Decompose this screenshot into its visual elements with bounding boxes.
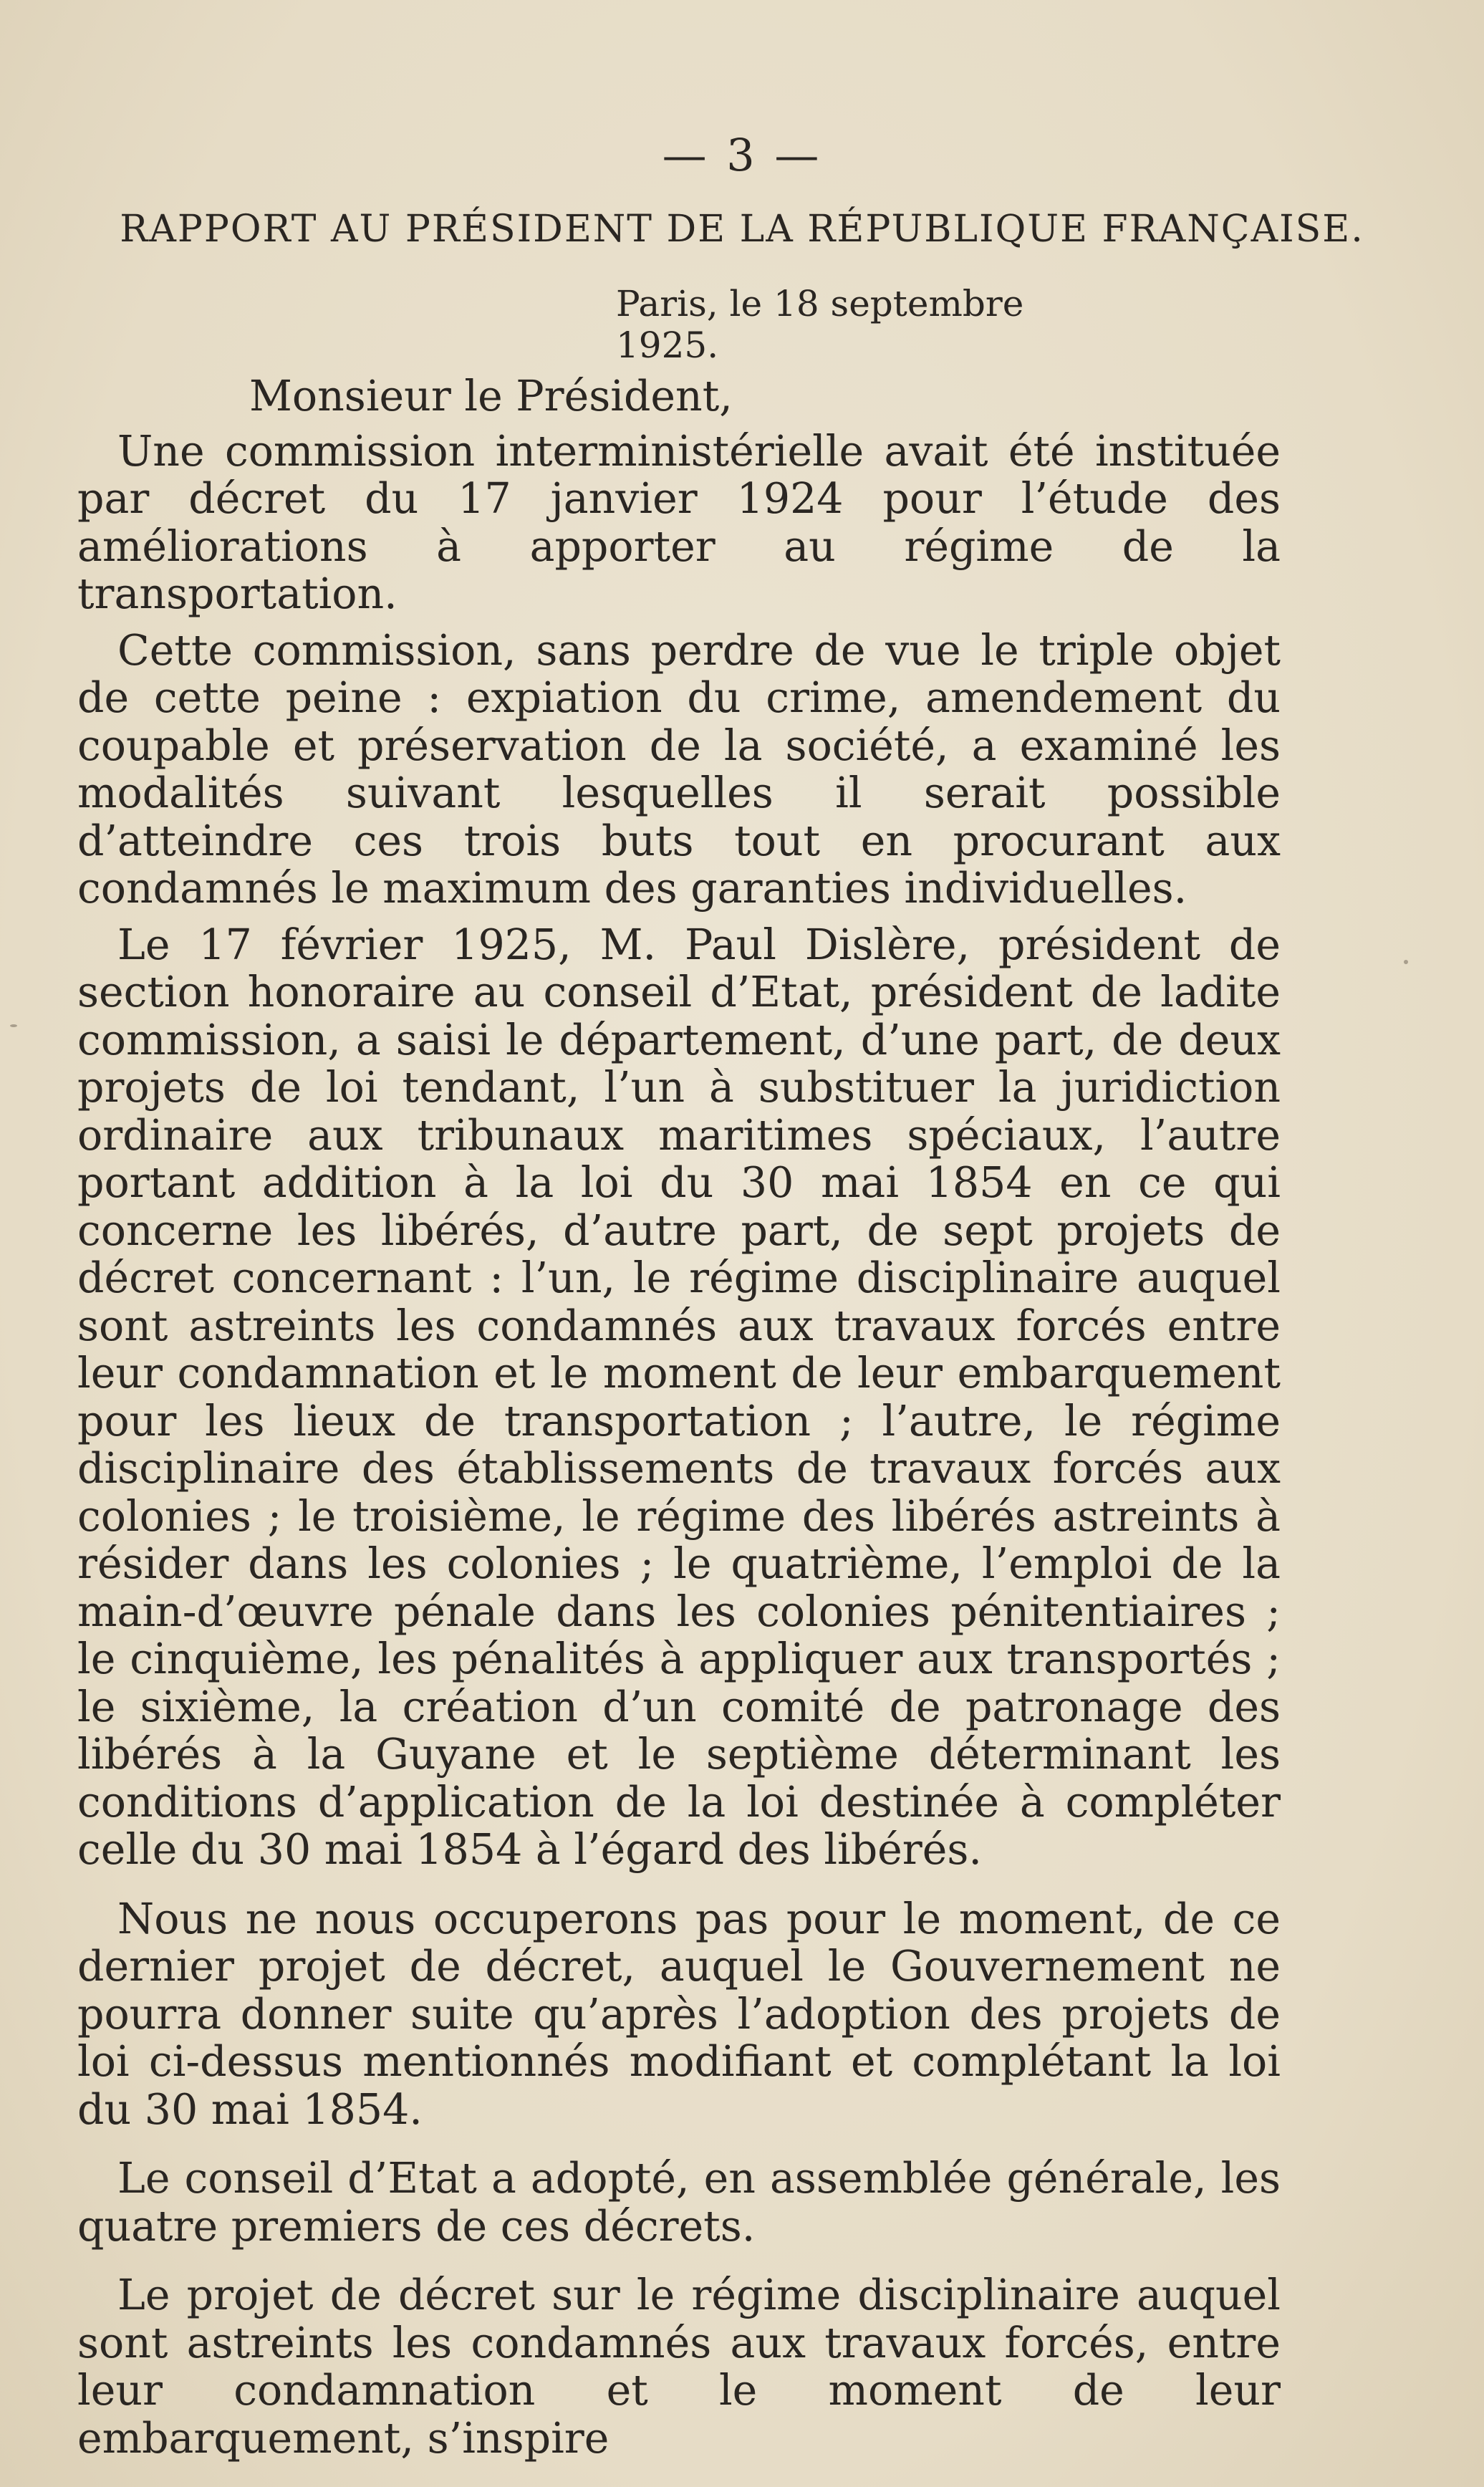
report-heading: RAPPORT AU PRÉSIDENT DE LA RÉPUBLIQUE FRANÇAISE.: [120, 208, 1364, 251]
paragraph: Nous ne nous occuperons pas pour le moment, de ce dernier projet de décret, auquel le Gouvernement ne pourra donner suite qu’après l’adoption des projets de loi ci-dessus mentionnés modifiant et complétant la loi du 30 mai 1854.: [77, 1894, 1281, 2134]
paragraph: Le 17 février 1925, M. Paul Dislère, président de section honoraire au conseil d’Etat, président de ladite commission, a saisi le département, d’une part, de deux projets de loi tendant, l’un à substituer la juridiction ordinaire aux tribunaux maritimes spéciaux, l’autre portant addition à la loi du 30 mai 1854 en ce qui concerne les libérés, d’autre part, de sept projets de décret concernant : l’un, le régime disciplinaire auquel sont astreints les condamnés aux travaux forcés entre leur condamnation et le moment de leur embarquement pour les lieux de transportation ; l’autre, le régime disciplinaire des établissements de travaux forcés aux colonies ; le troisième, le régime des libérés astreints à résider dans les colonies ; le quatrième, l’emploi de la main-d’œuvre pénale dans les colonies pénitentiaires ; le cinquième, les pénalités à appliquer aux transportés ; le sixième, la création d’un comité de patronage des libérés à la Guyane et le septième déterminant les conditions d’application de la loi destinée à compléter celle du 30 mai 1854 à l’égard des libérés.: [77, 920, 1281, 1874]
paragraph: Le conseil d’Etat a adopté, en assemblée générale, les quatre premiers de ces décrets.: [77, 2154, 1281, 2251]
paper-speck: [10, 1024, 17, 1027]
paragraph: Cette commission, sans perdre de vue le triple objet de cette peine : expiation du crime, amendement du coupable et préservation de la société, a examiné les modalités suivant lesquelles il serait possible d’atteindre ces trois buts tout en procurant aux condamnés le maximum des garanties individuelles.: [77, 625, 1281, 913]
paper-speck: [1404, 960, 1408, 964]
page-number: — 3 —: [662, 129, 822, 181]
salutation: Monsieur le Président,: [249, 372, 733, 420]
report-body: [77, 372, 1281, 2471]
paragraph: Une commission interministérielle avait été instituée par décret du 17 janvier 1924 pour l’étude des améliorations à apporter au régime de la transportation.: [77, 426, 1281, 618]
paragraph: Le projet de décret sur le régime disciplinaire auquel sont astreints les condamnés aux travaux forcés, entre leur condamnation et le moment de leur embarquement, s’inspire: [77, 2271, 1281, 2463]
dateline: Paris, le 18 septembre 1925.: [616, 283, 1024, 366]
